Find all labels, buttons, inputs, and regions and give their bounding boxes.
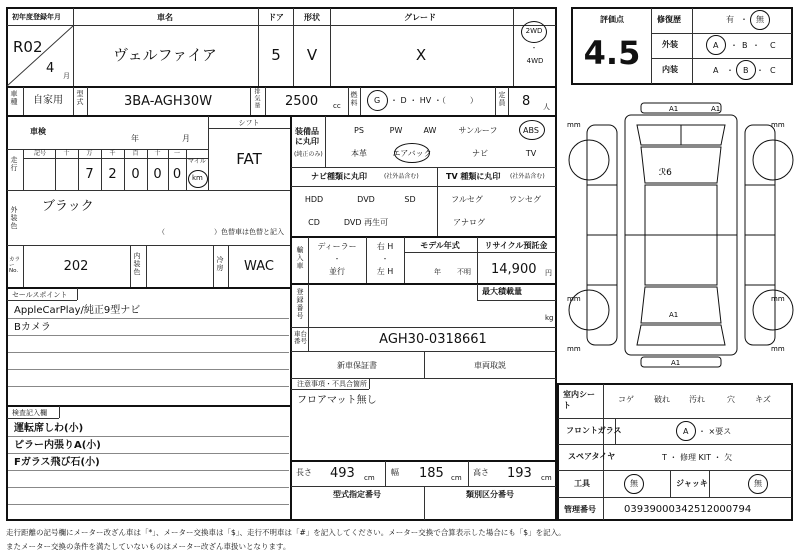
mark-a1-top2: A1	[711, 105, 721, 113]
equip-item: ABS	[523, 126, 539, 135]
ext-dot1: ・	[730, 41, 738, 50]
mileage-digit: 0	[172, 167, 182, 182]
sales-title: セールスポイント	[12, 291, 68, 299]
repair-dot: ・	[740, 15, 748, 24]
footer-line2: またメーター交換の条件を満たしていないものはメーター改ざん車扱いとなります。	[6, 542, 291, 551]
category-label: 車種	[10, 90, 18, 106]
shaken-label: 車検	[30, 127, 46, 136]
glass-opts: ・ ×要ス	[698, 427, 732, 436]
sheet-opt: コゲ	[618, 395, 634, 404]
color-note: （ ）色替車は色替と記入	[158, 228, 284, 236]
height-cm: cm	[541, 474, 552, 482]
drive-2wd: 2WD	[525, 27, 543, 35]
width-cm: cm	[451, 474, 462, 482]
jack-label: ジャッキ	[676, 479, 708, 488]
navi-sub: (社外品含む)	[384, 173, 419, 180]
equip-item: サンルーフ	[458, 126, 498, 135]
model-year-value: 不明	[457, 268, 471, 276]
ac-label: 冷房	[216, 256, 224, 272]
mark-a1-top: A1	[669, 105, 679, 113]
interior-b: B	[743, 66, 749, 75]
chassis-value: AGH30-0318661	[379, 332, 487, 347]
persons-unit: 人	[543, 103, 550, 111]
mm-bl: mm	[567, 295, 581, 303]
height-label: 高さ	[473, 468, 489, 477]
center-mark: ℛ6	[659, 168, 672, 178]
exterior-label-top: 外装	[662, 40, 678, 49]
tools-label: 工具	[574, 479, 590, 488]
model-year-unit: 年	[434, 268, 441, 276]
interior-color-label: 内装色	[133, 252, 141, 276]
cc-unit: cc	[333, 102, 341, 110]
shaken-year: 年	[131, 134, 139, 143]
dealer: ディーラー	[317, 242, 357, 251]
equip-item: ナビ	[472, 149, 488, 158]
repair-yes: 有	[726, 15, 734, 24]
shape-value: V	[306, 46, 318, 64]
shift-label: シフト	[238, 119, 260, 127]
record-label: 記号	[34, 150, 47, 157]
doors-value: 5	[271, 46, 281, 64]
length-cm: cm	[364, 474, 375, 482]
import-label: 輸入車	[296, 246, 304, 270]
grid-line	[101, 150, 102, 190]
grid-line	[186, 150, 187, 190]
mileage-digit: 7	[85, 167, 94, 182]
capacity-value: 8	[522, 94, 531, 109]
navi-opt: DVD 再生可	[343, 218, 389, 227]
chassis-label: 車台番号	[294, 330, 307, 346]
tv-opt: ワンセグ	[509, 195, 541, 204]
grid-line	[8, 453, 289, 454]
sales-line: AppleCarPlay/純正9型ナビ	[14, 305, 141, 316]
grid-line	[8, 436, 289, 437]
model-year-label: モデル年式	[420, 241, 460, 250]
navi-title: ナビ種類に丸印	[311, 172, 367, 181]
equip-title: 装備品に丸印	[295, 127, 319, 146]
grid-line	[168, 150, 169, 190]
width-value: 185	[419, 466, 444, 481]
digit-label: 万	[86, 150, 93, 157]
mm-tr: mm	[771, 121, 785, 129]
digit-label: 千	[109, 150, 116, 157]
grid-line	[78, 150, 79, 190]
displacement-value: 2500	[285, 94, 319, 109]
recycle-label: リサイクル預託金	[484, 241, 548, 250]
score-value: 4.5	[583, 34, 641, 72]
mileage-digit: 0	[153, 167, 162, 182]
drive-4wd: 4WD	[526, 57, 544, 65]
grid-line	[8, 335, 289, 336]
fuel-g: G	[374, 96, 381, 105]
inspector-title: 検査記入欄	[12, 409, 47, 417]
mm-br: mm	[771, 295, 785, 303]
color-label: 外装色	[10, 206, 18, 230]
reg-year-value: R02	[13, 38, 43, 56]
equip-item: エアバック	[392, 149, 432, 158]
inspector-line: Fガラス飛び石(小)	[14, 457, 100, 468]
eval-label: 評価点	[600, 15, 624, 24]
ext-dot2: ・	[752, 41, 760, 50]
max-load-label: 最大積載量	[482, 287, 522, 296]
kg-unit: kg	[545, 314, 554, 322]
displacement-label: 排気量	[253, 88, 260, 109]
equip-item: PS	[354, 126, 364, 135]
equip-item: TV	[525, 149, 537, 158]
spare-opts: T ・ 修理 KIT ・ 欠	[662, 453, 733, 462]
notes-label: 注意事項・不具合箇所	[297, 380, 367, 388]
interior-c: C	[770, 66, 776, 75]
sheet-opt: 破れ	[654, 395, 670, 404]
model-label: 型式	[76, 90, 84, 106]
sheet-label: 室内シート	[563, 390, 595, 411]
repair-label: 修復歴	[657, 15, 681, 24]
digit-label: 百	[132, 150, 139, 157]
manual: 車両取説	[474, 361, 506, 370]
length-label: 長さ	[296, 468, 312, 477]
mileage-digit: 0	[131, 167, 140, 182]
spare-label: スペアタイヤ	[568, 452, 616, 461]
mileage-digit: 2	[108, 167, 117, 182]
exterior-label: 内装	[662, 65, 678, 74]
mark-a1-bottom: A1	[669, 311, 679, 319]
color-no-label: カラーNo.	[9, 257, 21, 274]
drive-dot: ・	[530, 44, 538, 52]
jack-value: 無	[754, 479, 762, 488]
recycle-value: 14,900	[491, 262, 537, 277]
shaken-month: 月	[182, 134, 190, 143]
yen-unit: 円	[545, 269, 552, 277]
inspector-line: 運転席しわ(小)	[14, 423, 84, 434]
dealer-dot: ・	[333, 255, 341, 263]
grid-line	[8, 504, 289, 505]
tools-value: 無	[630, 479, 638, 488]
tv-sub: (社外品含む)	[510, 173, 545, 180]
reg-label: 登録番号	[296, 288, 304, 320]
exterior-b: B	[742, 41, 748, 50]
footer-line1: 走行距離の記号欄にメーター改ざん車は「*」、メーター交換車は「$」、走行不明車は「#」を記入してください。メーター交換で合算表示した場合にも「$」を記入。	[6, 528, 566, 537]
inspector-line: ピラー内張りA(小)	[14, 440, 101, 451]
grid-line	[55, 150, 56, 190]
shift-value: FAT	[236, 150, 262, 168]
int-dot1: ・	[726, 66, 734, 75]
sales-line: Bカメラ	[14, 322, 51, 333]
shape-label: 形状	[304, 13, 320, 22]
mgmt-value: 03939000342512000794	[624, 504, 752, 515]
equip-sub: (純正のみ)	[294, 151, 323, 158]
car-diagram	[565, 95, 797, 375]
hand-dot: ・	[381, 255, 389, 263]
color-value: ブラック	[42, 199, 94, 214]
equip-item: 本革	[351, 149, 367, 158]
interior-a: A	[713, 66, 719, 75]
class-label: 類別区分番号	[466, 490, 514, 499]
glass-a: A	[683, 427, 689, 436]
reg-month-value: 4	[46, 61, 55, 76]
mark-a1-bottom2: A1	[671, 359, 681, 367]
grid-line	[8, 318, 289, 319]
grade-label: グレード	[404, 13, 436, 22]
mm-tl: mm	[567, 121, 581, 129]
car-name-value: ヴェルファイア	[113, 46, 217, 64]
door-label: ドア	[268, 13, 284, 22]
int-dot2: ・	[756, 66, 764, 75]
tv-opt: アナログ	[453, 218, 485, 227]
model-value: 3BA-AGH30W	[123, 94, 213, 109]
digit-label: 一	[173, 150, 181, 157]
repair-no: 無	[756, 15, 764, 24]
capacity-label: 定員	[498, 91, 506, 107]
equip-item: PW	[389, 126, 403, 135]
digit-label: 十	[154, 150, 161, 157]
navi-opt: CD	[308, 218, 320, 227]
exterior-c: C	[770, 41, 776, 50]
left-h: 左 H	[376, 267, 394, 276]
navi-opt: HDD	[304, 195, 324, 204]
mm-br2: mm	[771, 345, 785, 353]
sheet-opt: 汚れ	[689, 395, 705, 404]
width-label: 幅	[391, 468, 399, 477]
grid-line	[8, 352, 289, 353]
grid-line	[8, 369, 289, 370]
grid-line	[124, 150, 125, 190]
length-value: 493	[330, 466, 355, 481]
sheet-opt: 穴	[727, 395, 735, 404]
fuel-label: 燃料	[350, 91, 358, 107]
reg-year-label: 初年度登録年月	[12, 13, 61, 21]
type-label: 型式指定番号	[333, 490, 381, 499]
right-h: 右 H	[376, 242, 394, 251]
equip-item: AW	[423, 126, 437, 135]
category-value: 自家用	[33, 95, 63, 106]
height-value: 193	[507, 466, 532, 481]
grade-value: X	[415, 46, 427, 64]
tv-opt: フルセグ	[451, 195, 483, 204]
grid-line	[8, 487, 289, 488]
sheet-opt: キズ	[755, 395, 771, 404]
navi-opt: DVD	[357, 195, 375, 204]
mile-label: マイル	[188, 158, 206, 165]
mm-bl2: mm	[567, 345, 581, 353]
fuel-options: ・ D ・ HV ・（ ）	[390, 96, 478, 105]
navi-opt: SD	[404, 195, 416, 204]
warranty: 新車保証書	[337, 361, 377, 370]
month-unit: 月	[63, 72, 70, 80]
parallel: 並行	[329, 267, 345, 276]
ac-value: WAC	[244, 259, 274, 274]
grid-line	[147, 150, 148, 190]
digit-label: 十	[63, 150, 70, 157]
km-unit: km	[192, 174, 203, 182]
tv-title: TV 種類に丸印	[446, 172, 501, 181]
color-no-value: 202	[63, 259, 89, 274]
grid-line	[8, 386, 289, 387]
glass-label: フロントガラス	[566, 426, 622, 435]
car-name-label: 車名	[157, 13, 173, 22]
notes-value: フロアマット無し	[297, 395, 377, 406]
grid-line	[8, 470, 289, 471]
exterior-a: A	[713, 41, 719, 50]
mileage-label: 走行	[10, 156, 18, 172]
mgmt-label: 管理番号	[564, 505, 596, 514]
